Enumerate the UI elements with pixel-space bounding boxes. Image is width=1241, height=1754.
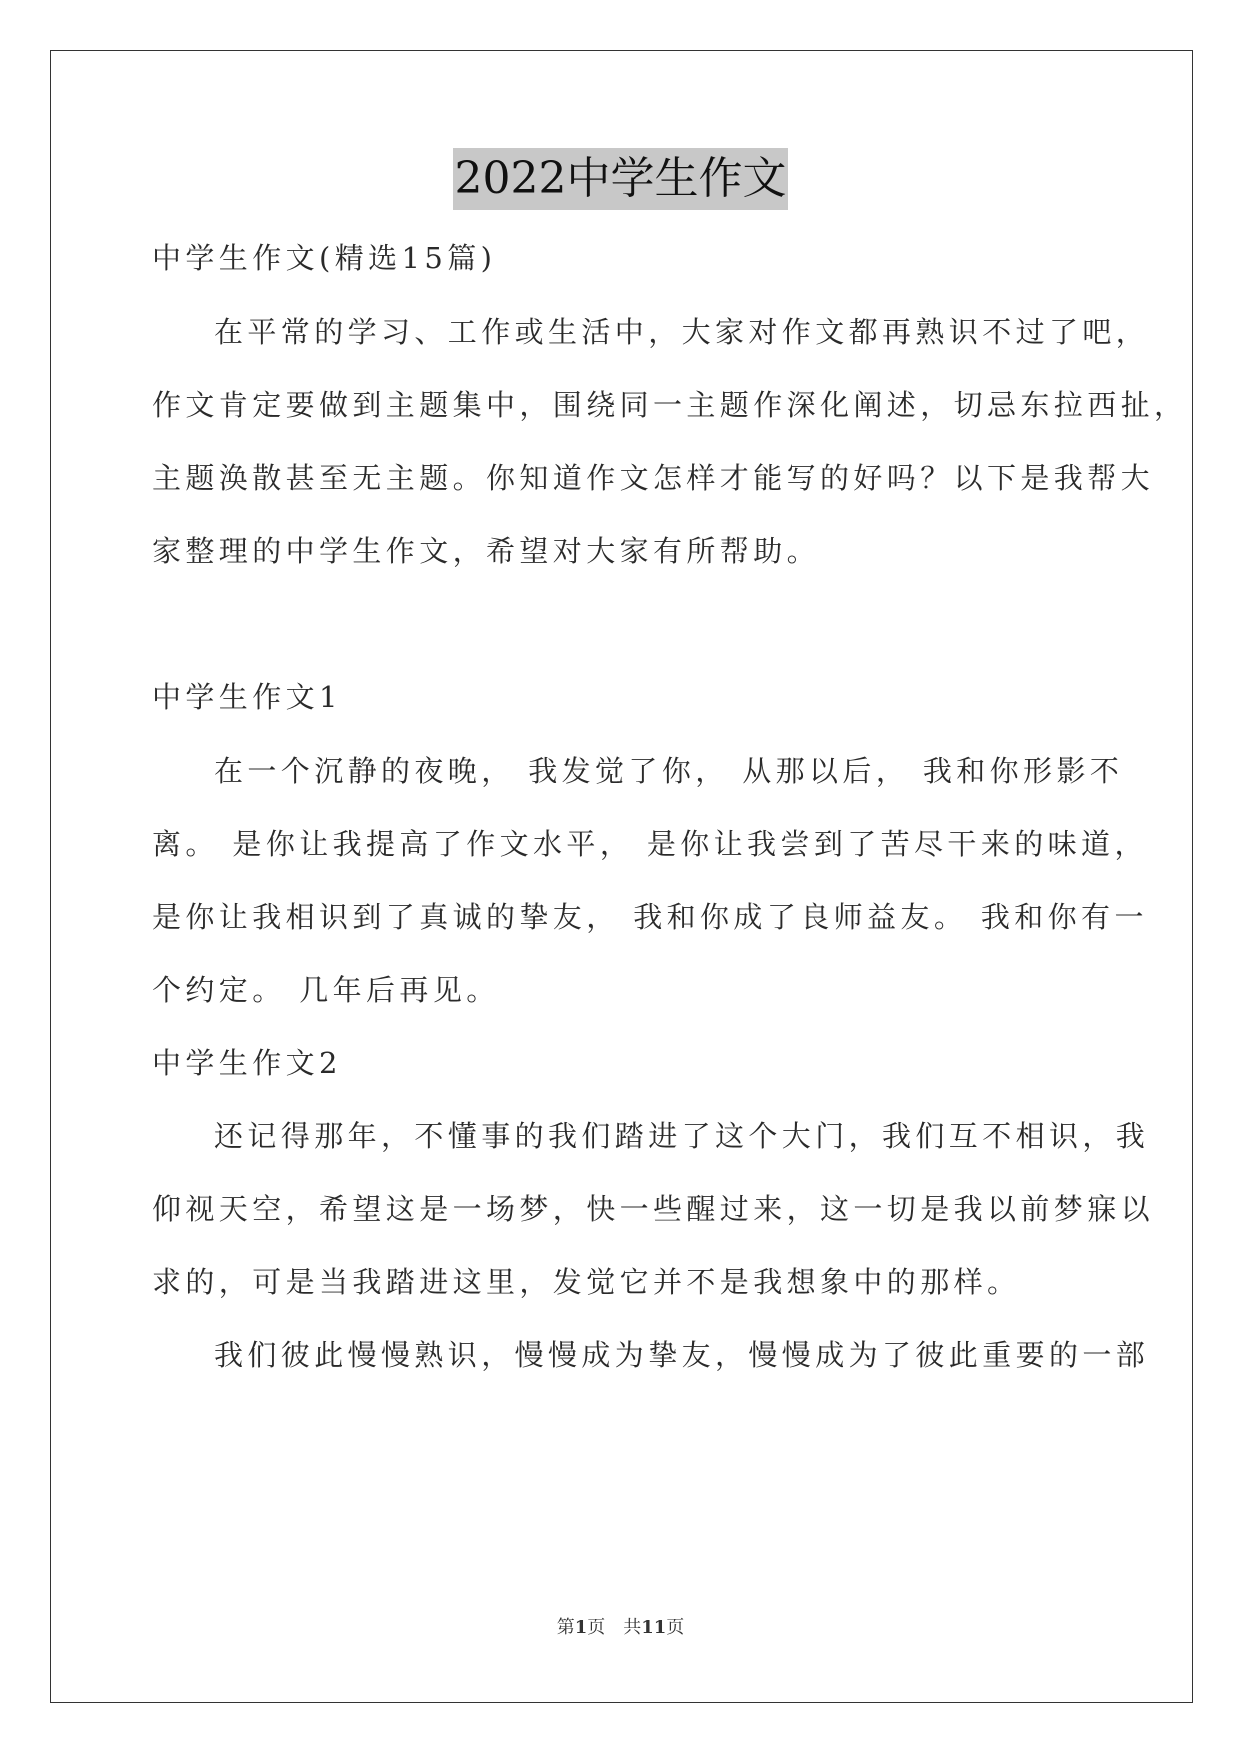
footer-page-current: 1 [574, 1617, 588, 1638]
intro-line-3: 主题涣散甚至无主题。你知道作文怎样才能写的好吗？以下是我帮大 [152, 461, 1155, 495]
essay2-line-2: 仰视天空，希望这是一场梦，快一些醒过来，这一切是我以前梦寐以 [152, 1192, 1155, 1226]
subtitle-line: 中学生作文(精选15篇) [152, 241, 497, 275]
document-title: 2022中学生作文 [453, 148, 789, 210]
section-heading-1: 中学生作文1 [152, 680, 342, 714]
intro-line-1: 在平常的学习、工作或生活中，大家对作文都再熟识不过了吧， [214, 315, 1150, 349]
essay2-line-1: 还记得那年，不懂事的我们踏进了这个大门，我们互不相识，我 [214, 1119, 1150, 1153]
footer-page-mid: 页 共 [587, 1617, 642, 1638]
page-footer [0, 1616, 1241, 1640]
essay2-line-4: 我们彼此慢慢熟识，慢慢成为挚友，慢慢成为了彼此重要的一部 [214, 1338, 1150, 1372]
essay1-line-2: 离。 是你让我提高了作文水平， 是你让我尝到了苦尽干来的味道， [152, 827, 1148, 861]
section-heading-2: 中学生作文2 [152, 1046, 342, 1080]
essay1-line-4: 个约定。 几年后再见。 [152, 973, 500, 1007]
essay1-line-3: 是你让我相识到了真诚的挚友， 我和你成了良师益友。 我和你有一 [152, 900, 1148, 934]
intro-line-4: 家整理的中学生作文，希望对大家有所帮助。 [152, 534, 821, 568]
intro-line-2: 作文肯定要做到主题集中，围绕同一主题作深化阐述，切忌东拉西扯， [152, 388, 1188, 422]
essay1-line-1: 在一个沉静的夜晚， 我发觉了你， 从那以后， 我和你形影不 [214, 754, 1124, 788]
footer-page-prefix: 第 [556, 1617, 575, 1638]
footer-page-suffix: 页 [666, 1617, 685, 1638]
essay2-line-3: 求的，可是当我踏进这里，发觉它并不是我想象中的那样。 [152, 1265, 1021, 1299]
page-border [50, 50, 1193, 1703]
title-container [0, 148, 1241, 210]
footer-page-total: 11 [641, 1617, 667, 1638]
